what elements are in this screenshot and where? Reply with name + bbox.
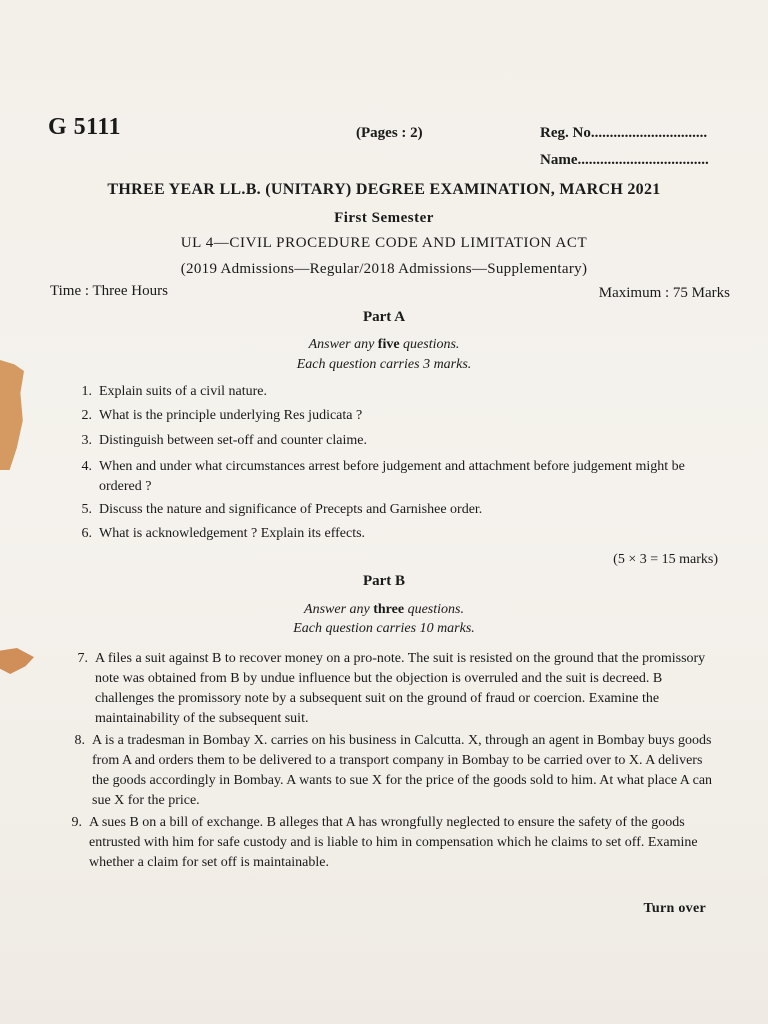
question-number: 8. xyxy=(74,733,85,748)
maximum-marks: Maximum : 75 Marks xyxy=(598,285,730,301)
subject: UL 4—CIVIL PROCEDURE CODE AND LIMITATION ACT xyxy=(180,235,588,251)
question-number: 7. xyxy=(77,651,88,666)
part-b-instruction-2: Each question carries 10 marks. xyxy=(293,621,475,636)
question-number: 2. xyxy=(81,408,92,423)
question-text: A sues B on a bill of exchange. B alleges that A has wrongfully neglected to ensure the safety of the goods entrusted with him for safe custody and is liable to him in compensation which he claims to set off. Examine whether a claim for set off is maintainable. xyxy=(89,815,698,870)
question-8 xyxy=(63,731,715,811)
question-1 xyxy=(70,382,720,402)
time-allowed: Time : Three Hours xyxy=(50,283,168,299)
reg-no-field: Reg. No............................... xyxy=(540,125,708,141)
question-number: 5. xyxy=(81,502,92,517)
question-number: 4. xyxy=(81,459,92,474)
question-6 xyxy=(70,524,720,544)
torn-edge-small xyxy=(0,648,34,674)
torn-edge xyxy=(0,360,24,470)
part-a-title: Part A xyxy=(362,309,406,325)
question-text: Discuss the nature and significance of Precepts and Garnishee order. xyxy=(99,502,483,517)
question-text: Explain suits of a civil nature. xyxy=(99,384,267,399)
question-text: A files a suit against B to recover money on a pro-note. The suit is resisted on the ground that the promissory note was obtained from B by undue influence but the objection is overruled and the suit is decreed. B challenges the promissory note by a subsequent suit on the ground of fraud or coercion. Examine the maintainability of the subsequent suit. xyxy=(95,651,706,726)
question-2 xyxy=(70,406,720,426)
question-text: Distinguish between set-off and counter claime. xyxy=(99,433,367,448)
semester: First Semester xyxy=(334,210,434,226)
question-text: What is the principle underlying Res judicata ? xyxy=(99,408,363,423)
question-9 xyxy=(60,813,714,873)
name-field: Name................................... xyxy=(540,152,709,168)
part-b-instruction-1: Answer any three questions. xyxy=(304,602,464,617)
question-number: 3. xyxy=(81,433,92,448)
page-count: (Pages : 2) xyxy=(356,125,423,141)
part-a-instruction-2: Each question carries 3 marks. xyxy=(296,357,472,372)
question-7 xyxy=(66,649,718,729)
question-number: 1. xyxy=(81,384,92,399)
question-text: What is acknowledgement ? Explain its effects. xyxy=(99,526,366,541)
question-3 xyxy=(70,431,720,451)
question-text: When and under what circumstances arrest before judgement and attachment before judgement might be ordered ? xyxy=(99,459,685,494)
question-number: 6. xyxy=(81,526,92,541)
question-number: 9. xyxy=(71,815,82,830)
paper-code: G 5111 xyxy=(48,114,122,140)
admissions: (2019 Admissions—Regular/2018 Admissions—Supplementary) xyxy=(180,261,588,277)
part-b-title: Part B xyxy=(362,573,406,589)
question-5 xyxy=(70,500,720,520)
question-4 xyxy=(70,457,720,497)
question-text: A is a tradesman in Bombay X. carries on his business in Calcutta. X, through an agent in Bombay buys goods from A and orders them to be delivered to a transport company in Bombay to be carried over to X. A delivers the goods accordingly in Bombay. A wants to sue X for the price of the goods sold to him. At what place A can sue X for the price. xyxy=(92,733,713,808)
part-a-instruction-1: Answer any five questions. xyxy=(308,337,460,352)
part-a-marks-total: (5 × 3 = 15 marks) xyxy=(613,552,718,567)
turn-over-note: Turn over xyxy=(643,901,706,916)
exam-title: THREE YEAR LL.B. (UNITARY) DEGREE EXAMINATION, MARCH 2021 xyxy=(107,181,661,198)
